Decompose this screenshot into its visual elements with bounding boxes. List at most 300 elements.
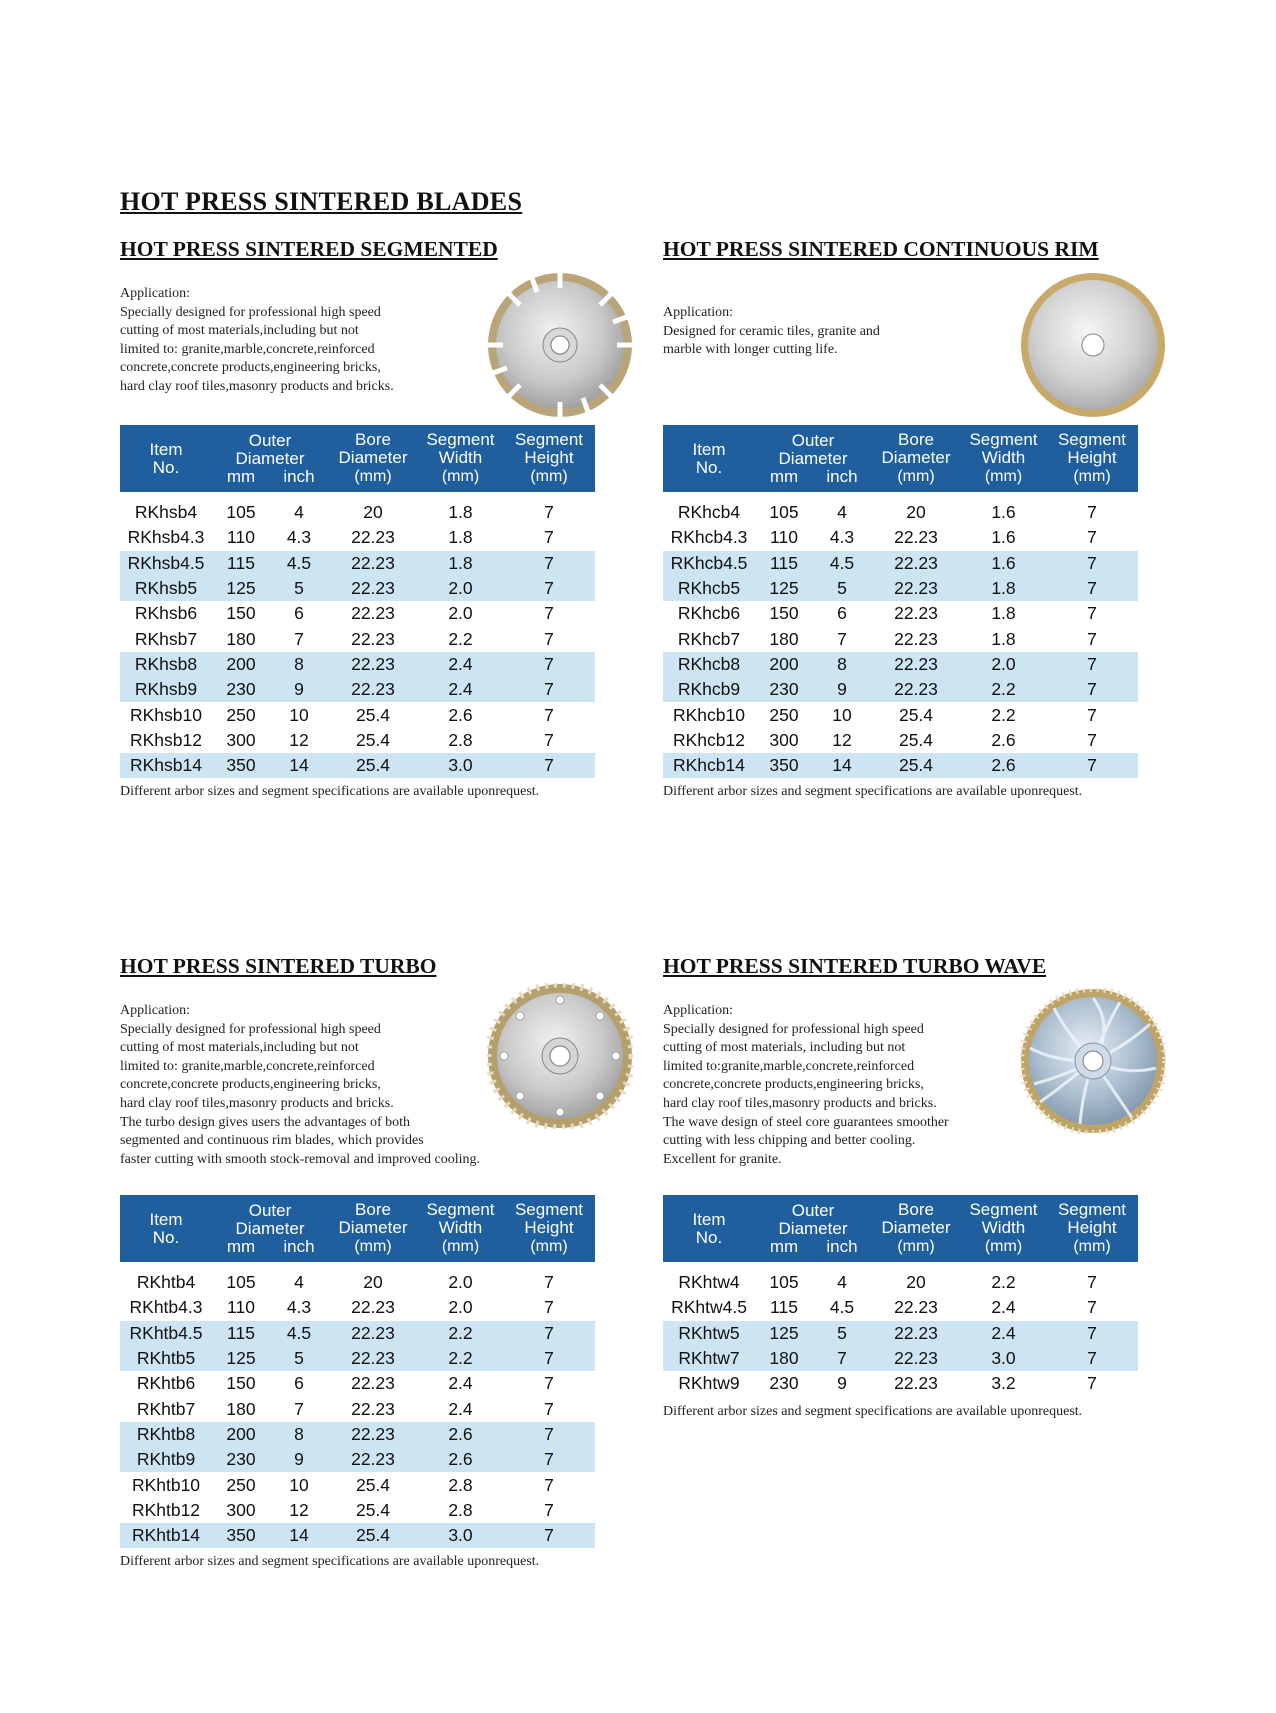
table-cell: 6 <box>294 603 304 624</box>
table-cell: 2.6 <box>991 729 1016 750</box>
table-row <box>663 1270 1138 1295</box>
table-cell: 7 <box>294 1398 304 1419</box>
table-cell: 2.8 <box>448 1499 473 1520</box>
table-cell: 7 <box>503 652 595 677</box>
table-cell: 12 <box>832 729 852 750</box>
table-cell: 6 <box>294 1373 304 1394</box>
table-row <box>120 1523 595 1548</box>
table-cell: 25.4 <box>355 1474 391 1495</box>
table-cell: 4.3 <box>286 527 312 548</box>
table-cell: 7 <box>1046 1346 1138 1371</box>
table-cell: 105 <box>226 502 256 523</box>
table-cell: RKhtb4.3 <box>129 1297 203 1318</box>
table-cell: 22.23 <box>871 652 961 677</box>
table-cell: 3.0 <box>418 753 503 778</box>
table-cell: 2.0 <box>448 603 473 624</box>
table-cell: 7 <box>1046 1321 1138 1346</box>
table-cell: 4 <box>294 1272 304 1293</box>
table-cell: 4 <box>837 1272 847 1293</box>
table-cell: RKhcb6 <box>677 603 741 624</box>
table-cell: 22.23 <box>351 603 395 624</box>
table-cell: RKhcb10 <box>673 704 745 725</box>
table-cell: RKhsb6 <box>134 603 198 624</box>
table-cell: RKhtb5 <box>120 1346 212 1371</box>
table-cell: RKhtb14 <box>120 1523 212 1548</box>
table-cell: 25.4 <box>898 704 934 725</box>
table-cell: 200 <box>755 652 813 677</box>
application-text-segmented: Application: Specially designed for professional high speed cutting of most materials,including but not limited to: granite,marble,concrete,reinforced concrete,concrete products,engineering bricks, hard clay roof tiles,masonry products and bricks. <box>120 286 394 394</box>
table-row <box>120 753 595 778</box>
table-cell: 2.2 <box>418 1346 503 1371</box>
header-seg-width: Segment Width (mm) <box>961 425 1046 492</box>
table-cell: RKhsb9 <box>120 677 212 702</box>
table-cell: 2.8 <box>448 1474 473 1495</box>
section-title-segmented: HOT PRESS SINTERED SEGMENTED <box>120 237 498 261</box>
header-seg-height: Segment Height (mm) <box>503 425 595 492</box>
table-cell: 22.23 <box>328 551 418 576</box>
table-cell: 115 <box>212 1321 270 1346</box>
table-cell: 22.23 <box>894 1297 938 1318</box>
table-cell: 7 <box>1087 502 1097 523</box>
section-title-turbowave: HOT PRESS SINTERED TURBO WAVE <box>663 954 1047 978</box>
table-cell: 3.0 <box>961 1346 1046 1371</box>
table-cell: 4.5 <box>270 551 328 576</box>
table-cell: 3.0 <box>418 1523 503 1548</box>
table-cell: RKhcb9 <box>663 677 755 702</box>
table-cell: 7 <box>1087 729 1097 750</box>
table-cell: 7 <box>544 1297 554 1318</box>
table-cell: 1.8 <box>418 551 503 576</box>
header-seg-height: Segment Height (mm) <box>1046 1195 1138 1262</box>
table-cell: 25.4 <box>328 1523 418 1548</box>
table-cell: RKhcb8 <box>663 652 755 677</box>
header-item: Item No. <box>663 1195 755 1262</box>
table-cell: 180 <box>755 1346 813 1371</box>
table-cell: 2.6 <box>448 704 473 725</box>
table-row <box>663 551 1138 576</box>
spec-table-continuous <box>663 425 1138 778</box>
table-cell: RKhtw7 <box>663 1346 755 1371</box>
table-cell: 110 <box>770 527 798 548</box>
table-cell: 105 <box>769 1272 799 1293</box>
table-row <box>663 626 1138 651</box>
table-cell: 1.8 <box>961 576 1046 601</box>
section-title-continuous: HOT PRESS SINTERED CONTINUOUS RIM <box>663 237 1099 261</box>
table-cell: 12 <box>289 1499 309 1520</box>
table-cell: 22.23 <box>871 1346 961 1371</box>
table-cell: 10 <box>832 704 852 725</box>
table-cell: 20 <box>363 502 383 523</box>
table-cell: RKhtb7 <box>136 1398 196 1419</box>
table-cell: 1.8 <box>991 603 1016 624</box>
table-cell: 7 <box>544 729 554 750</box>
spec-table-segmented <box>120 425 595 778</box>
table-cell: 22.23 <box>894 1373 938 1394</box>
table-cell: 4 <box>294 502 304 523</box>
spec-table-turbo <box>120 1195 595 1548</box>
table-cell: 10 <box>289 704 309 725</box>
table-row <box>120 601 595 626</box>
table-cell: 7 <box>837 628 847 649</box>
table-cell: RKhcb12 <box>673 729 745 750</box>
table-cell: 4.3 <box>829 527 855 548</box>
table-cell: 7 <box>544 1398 554 1419</box>
table-cell: 22.23 <box>351 527 395 548</box>
table-row <box>120 1371 595 1396</box>
table-cell: 125 <box>212 1346 270 1371</box>
application-text-continuous: Application: Designed for ceramic tiles, granite and marble with longer cutting life. <box>663 305 880 358</box>
table-cell: 22.23 <box>328 1447 418 1472</box>
table-cell: 2.0 <box>418 576 503 601</box>
table-cell: 7 <box>503 551 595 576</box>
table-cell: 1.8 <box>991 628 1016 649</box>
table-cell: RKhsb5 <box>120 576 212 601</box>
table-cell: 25.4 <box>355 704 391 725</box>
header-outer-diameter: Outer Diameter mm inch <box>212 1195 328 1262</box>
table-cell: RKhcb4.5 <box>663 551 755 576</box>
table-row <box>120 551 595 576</box>
table-cell: 10 <box>289 1474 309 1495</box>
table-cell: 7 <box>503 677 595 702</box>
table-cell: 2.4 <box>448 1398 473 1419</box>
table-cell: 180 <box>226 628 256 649</box>
table-cell: 9 <box>270 677 328 702</box>
table-cell: 7 <box>544 502 554 523</box>
table-cell: RKhsb7 <box>134 628 198 649</box>
table-cell: 250 <box>226 704 256 725</box>
table-cell: 6 <box>837 603 847 624</box>
table-cell: 300 <box>226 729 256 750</box>
header-seg-width: Segment Width (mm) <box>961 1195 1046 1262</box>
table-cell: RKhtw5 <box>663 1321 755 1346</box>
spec-table-turbowave <box>663 1195 1138 1396</box>
table-cell: 7 <box>544 704 554 725</box>
table-cell: RKhsb14 <box>120 753 212 778</box>
table-row <box>120 677 595 702</box>
table-cell: RKhtb4.5 <box>120 1321 212 1346</box>
table-cell: 230 <box>755 677 813 702</box>
header-outer-diameter: Outer Diameter mm inch <box>755 425 871 492</box>
table-cell: 22.23 <box>871 551 961 576</box>
note-turbowave: Different arbor sizes and segment specifications are available uponrequest. <box>663 1404 1083 1419</box>
table-cell: 22.23 <box>328 1422 418 1447</box>
table-row <box>663 652 1138 677</box>
table-cell: RKhsb4 <box>134 502 198 523</box>
application-text-turbowave: Application: Specially designed for professional high speed cutting of most materials, including but not limited to:granite,marble,concrete,reinforced concrete,concrete products,engineering bricks, hard clay roof tiles,masonry products and bricks. The wave design of steel core guarantees smoother cutting with less chipping and better cooling. Excellent for granite. <box>663 1003 949 1167</box>
table-row <box>663 525 1138 550</box>
table-row <box>663 1321 1138 1346</box>
table-row <box>120 652 595 677</box>
table-cell: 200 <box>212 1422 270 1447</box>
table-cell: 25.4 <box>355 1499 391 1520</box>
table-row <box>120 626 595 651</box>
table-cell: RKhcb7 <box>677 628 741 649</box>
header-bore: Bore Diameter (mm) <box>871 425 961 492</box>
table-cell: 7 <box>1087 527 1097 548</box>
table-row <box>663 576 1138 601</box>
table-cell: RKhtb6 <box>136 1373 196 1394</box>
turbo-blade-image <box>487 983 633 1129</box>
table-cell: 7 <box>1087 1297 1097 1318</box>
table-cell: 7 <box>1087 603 1097 624</box>
table-cell: 350 <box>755 753 813 778</box>
table-cell: 5 <box>270 1346 328 1371</box>
table-cell: 7 <box>1046 677 1138 702</box>
table-cell: 7 <box>544 1373 554 1394</box>
table-row <box>120 1346 595 1371</box>
segmented-blade-image <box>487 272 633 418</box>
table-cell: 4.5 <box>270 1321 328 1346</box>
table-cell: 180 <box>226 1398 256 1419</box>
table-cell: RKhtb4 <box>136 1272 196 1293</box>
table-cell: 125 <box>212 576 270 601</box>
table-cell: RKhcb4 <box>677 502 741 523</box>
table-cell: 350 <box>212 753 270 778</box>
table-row <box>120 1396 595 1421</box>
table-cell: 1.8 <box>448 502 473 523</box>
header-seg-width: Segment Width (mm) <box>418 1195 503 1262</box>
table-cell: 150 <box>226 603 256 624</box>
header-bore: Bore Diameter (mm) <box>871 1195 961 1262</box>
table-cell: 9 <box>270 1447 328 1472</box>
table-cell: 300 <box>226 1499 256 1520</box>
table-cell: RKhtb8 <box>120 1422 212 1447</box>
table-cell: 150 <box>769 603 799 624</box>
table-row <box>663 1346 1138 1371</box>
table-cell: 22.23 <box>351 1398 395 1419</box>
table-cell: 22.23 <box>328 576 418 601</box>
table-cell: 105 <box>769 502 799 523</box>
table-cell: 2.2 <box>991 1272 1016 1293</box>
header-seg-width: Segment Width (mm) <box>418 425 503 492</box>
table-cell: 230 <box>212 1447 270 1472</box>
table-row <box>120 1422 595 1447</box>
table-cell: 7 <box>1087 628 1097 649</box>
table-cell: 4.5 <box>813 551 871 576</box>
table-row <box>120 1321 595 1346</box>
table-cell: 7 <box>503 1422 595 1447</box>
table-cell: 350 <box>212 1523 270 1548</box>
table-cell: RKhtw4 <box>678 1272 740 1293</box>
table-cell: RKhtw4.5 <box>671 1297 747 1318</box>
table-cell: 14 <box>270 753 328 778</box>
table-cell: 115 <box>212 551 270 576</box>
table-cell: RKhtb9 <box>120 1447 212 1472</box>
table-cell: 200 <box>212 652 270 677</box>
table-cell: 22.23 <box>351 1373 395 1394</box>
page-title: HOT PRESS SINTERED BLADES <box>120 187 523 216</box>
table-cell: 250 <box>769 704 799 725</box>
table-row <box>120 525 595 550</box>
table-cell: 7 <box>503 1447 595 1472</box>
table-cell: 1.6 <box>961 551 1046 576</box>
table-cell: 125 <box>755 576 813 601</box>
table-body-turbowave <box>663 1262 1138 1396</box>
table-cell: 7 <box>503 753 595 778</box>
table-body-turbo <box>120 1262 595 1548</box>
header-seg-height: Segment Height (mm) <box>1046 425 1138 492</box>
table-cell: 7 <box>544 1474 554 1495</box>
table-cell: 150 <box>226 1373 256 1394</box>
table-cell: 7 <box>294 628 304 649</box>
table-cell: 7 <box>544 1272 554 1293</box>
table-cell: 22.23 <box>328 652 418 677</box>
table-cell: 25.4 <box>355 729 391 750</box>
table-cell: 22.23 <box>328 1346 418 1371</box>
table-cell: 7 <box>1046 652 1138 677</box>
application-text-turbo: Application: Specially designed for professional high speed cutting of most materials,including but not limited to: granite,marble,concrete,reinforced concrete,concrete products,engineering bricks, hard clay roof tiles,masonry products and bricks. The turbo design gives users the advantages of both segmented and continuous rim blades, which provides faster cutting with smooth stock-removal and improved cooling. <box>120 1003 481 1167</box>
table-row <box>120 1472 595 1497</box>
table-cell: 20 <box>906 1272 926 1293</box>
table-cell: 22.23 <box>351 628 395 649</box>
table-row <box>120 728 595 753</box>
table-cell: 7 <box>1046 753 1138 778</box>
table-cell: 115 <box>755 551 813 576</box>
table-cell: 2.6 <box>418 1422 503 1447</box>
section-title-turbo: HOT PRESS SINTERED TURBO <box>120 954 437 978</box>
table-cell: 2.4 <box>418 677 503 702</box>
table-cell: 22.23 <box>894 527 938 548</box>
table-cell: RKhtw9 <box>678 1373 740 1394</box>
table-cell: 7 <box>1087 1272 1097 1293</box>
table-cell: 25.4 <box>898 729 934 750</box>
table-cell: 230 <box>212 677 270 702</box>
table-cell: 7 <box>1046 576 1138 601</box>
table-cell: 2.0 <box>961 652 1046 677</box>
table-cell: 3.2 <box>991 1373 1016 1394</box>
table-cell: 5 <box>270 576 328 601</box>
table-cell: 25.4 <box>328 753 418 778</box>
table-row <box>663 601 1138 626</box>
table-row <box>120 1295 595 1320</box>
table-cell: 2.0 <box>448 1297 473 1318</box>
table-row <box>120 1270 595 1295</box>
table-cell: 7 <box>544 1499 554 1520</box>
table-cell: 20 <box>363 1272 383 1293</box>
table-cell: 2.2 <box>418 1321 503 1346</box>
table-cell: 7 <box>813 1346 871 1371</box>
table-cell: 7 <box>544 628 554 649</box>
table-cell: 1.6 <box>991 527 1016 548</box>
table-cell: RKhtb10 <box>131 1474 201 1495</box>
table-cell: 2.4 <box>991 1297 1016 1318</box>
table-cell: 1.6 <box>991 502 1016 523</box>
header-item: Item No. <box>120 1195 212 1262</box>
table-cell: 2.6 <box>418 1447 503 1472</box>
table-cell: 8 <box>270 652 328 677</box>
table-cell: 110 <box>227 1297 255 1318</box>
table-cell: 2.0 <box>448 1272 473 1293</box>
table-cell: 7 <box>503 1523 595 1548</box>
table-cell: 1.8 <box>448 527 473 548</box>
note-turbo: Different arbor sizes and segment specifications are available uponrequest. <box>120 1554 540 1569</box>
table-cell: 4 <box>837 502 847 523</box>
table-cell: 22.23 <box>351 1297 395 1318</box>
table-cell: 12 <box>289 729 309 750</box>
table-cell: 5 <box>813 576 871 601</box>
table-row <box>663 500 1138 525</box>
table-cell: 5 <box>813 1321 871 1346</box>
table-cell: 14 <box>813 753 871 778</box>
table-cell: RKhcb4.3 <box>670 527 748 548</box>
table-row <box>120 576 595 601</box>
table-cell: RKhsb4.5 <box>120 551 212 576</box>
table-row <box>120 702 595 727</box>
table-cell: 7 <box>503 576 595 601</box>
table-cell: 9 <box>813 677 871 702</box>
table-cell: 2.6 <box>961 753 1046 778</box>
table-cell: 7 <box>1087 704 1097 725</box>
table-row <box>663 728 1138 753</box>
table-row <box>663 702 1138 727</box>
table-cell: 230 <box>769 1373 799 1394</box>
table-cell: 180 <box>769 628 799 649</box>
header-item: Item No. <box>663 425 755 492</box>
table-cell: 4.5 <box>829 1297 855 1318</box>
header-bore: Bore Diameter (mm) <box>328 1195 418 1262</box>
table-row <box>663 1295 1138 1320</box>
table-cell: 22.23 <box>871 1321 961 1346</box>
table-cell: 25.4 <box>871 753 961 778</box>
table-body-continuous <box>663 492 1138 778</box>
table-row <box>663 1371 1138 1396</box>
table-row <box>663 753 1138 778</box>
table-cell: 7 <box>544 527 554 548</box>
table-cell: 2.8 <box>448 729 473 750</box>
table-cell: 22.23 <box>328 1321 418 1346</box>
table-cell: 7 <box>1087 1373 1097 1394</box>
table-cell: 22.23 <box>871 576 961 601</box>
table-cell: 9 <box>837 1373 847 1394</box>
table-cell: 2.2 <box>961 677 1046 702</box>
table-row <box>663 677 1138 702</box>
table-cell: RKhsb4.3 <box>127 527 205 548</box>
table-cell: 2.2 <box>991 704 1016 725</box>
table-cell: 125 <box>755 1321 813 1346</box>
table-cell: RKhtb12 <box>131 1499 201 1520</box>
table-cell: 105 <box>226 1272 256 1293</box>
table-cell: RKhcb5 <box>663 576 755 601</box>
table-cell: 250 <box>226 1474 256 1495</box>
table-cell: 8 <box>813 652 871 677</box>
table-cell: RKhsb10 <box>130 704 202 725</box>
table-cell: 22.23 <box>894 628 938 649</box>
table-body-segmented <box>120 492 595 778</box>
continuous-rim-blade-image <box>1020 272 1166 418</box>
table-cell: 8 <box>270 1422 328 1447</box>
table-cell: 20 <box>906 502 926 523</box>
table-row <box>120 500 595 525</box>
header-bore: Bore Diameter (mm) <box>328 425 418 492</box>
table-cell: 7 <box>1046 551 1138 576</box>
table-cell: RKhsb8 <box>120 652 212 677</box>
table-cell: 2.4 <box>418 652 503 677</box>
note-segmented: Different arbor sizes and segment specifications are available uponrequest. <box>120 784 540 799</box>
table-cell: 110 <box>227 527 255 548</box>
table-cell: 7 <box>503 1346 595 1371</box>
table-cell: 14 <box>270 1523 328 1548</box>
table-cell: 22.23 <box>871 677 961 702</box>
turbo-wave-blade-image <box>1020 988 1166 1134</box>
table-cell: 7 <box>503 1321 595 1346</box>
table-cell: 2.4 <box>448 1373 473 1394</box>
table-cell: RKhcb14 <box>663 753 755 778</box>
note-continuous: Different arbor sizes and segment specifications are available uponrequest. <box>663 784 1083 799</box>
table-row <box>120 1498 595 1523</box>
header-outer-diameter: Outer Diameter mm inch <box>755 1195 871 1262</box>
table-cell: 300 <box>769 729 799 750</box>
table-cell: 2.2 <box>448 628 473 649</box>
